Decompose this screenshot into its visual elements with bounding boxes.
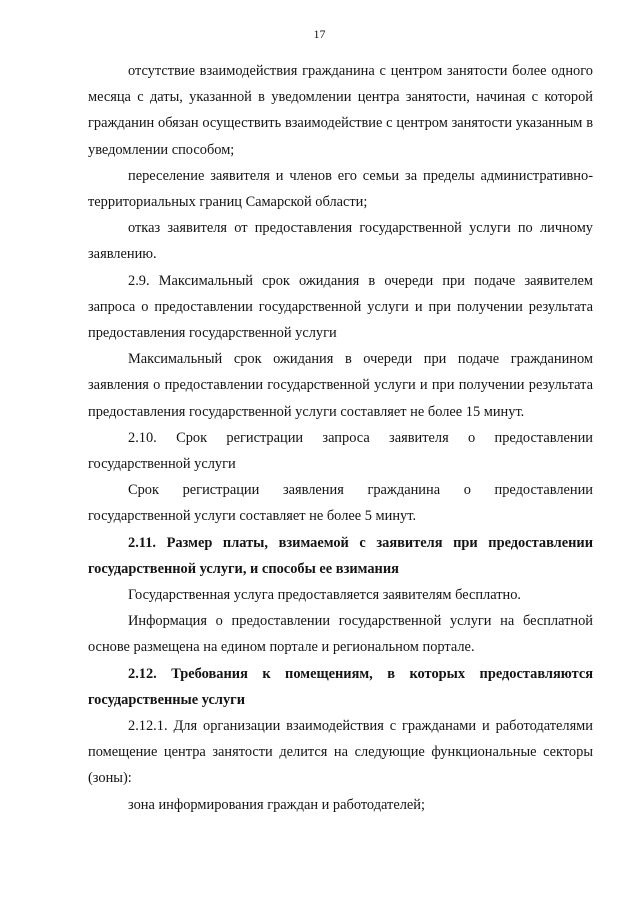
paragraph-relocation: переселение заявителя и членов его семьи за пределы административно-территориальных границ Самарской области; (88, 167, 593, 211)
section-2-12-heading: 2.12. Требования к помещениям, в которых предоставляются государственные услуги (88, 665, 593, 708)
section-2-11-heading: 2.11. Размер платы, взимаемой с заявителя при предоставлении государственной услуги, и способы ее взимания (88, 534, 593, 577)
paragraph-registration-time: Срок регистрации заявления гражданина о предоставлении государственной услуги составляет не более 5 минут. (88, 482, 593, 525)
section-2-10-title: 2.10. Срок регистрации запроса заявителя о предоставлении государственной услуги (88, 429, 593, 473)
document-body (88, 58, 593, 818)
page-number: 17 (313, 27, 326, 41)
section-2-9-title: 2.9. Максимальный срок ожидания в очереди при подаче заявителем запроса о предоставлении государственной услуги и при получении результата предоставления государственной услуги (88, 272, 593, 342)
paragraph-free-service: Государственная услуга предоставляется заявителям бесплатно. (128, 587, 522, 604)
paragraph-max-wait-time: Максимальный срок ожидания в очереди при подаче гражданином заявления о предоставлении государственной услуги и при получении результата предоставления государственной услуги составляет не более 15 минут. (88, 351, 593, 420)
paragraph-portal-info: Информация о предоставлении государственной услуги на бесплатной основе размещена на едином портале и региональном портале. (88, 613, 593, 656)
section-2-12-1-text: 2.12.1. Для организации взаимодействия с гражданами и работодателями помещение центра занятости делится на следующие функциональные секторы (зоны): (88, 718, 593, 787)
paragraph-no-interaction: отсутствие взаимодействия гражданина с центром занятости более одного месяца с даты, указанной в уведомлении центра занятости, начиная с которой гражданин обязан осуществить взаимодействие с центром занятости указанным в уведомлении способом; (88, 63, 593, 158)
paragraph-refusal: отказ заявителя от предоставления государственной услуги по личному заявлению. (88, 220, 593, 263)
paragraph-info-zone: зона информирования граждан и работодателей; (128, 796, 425, 813)
